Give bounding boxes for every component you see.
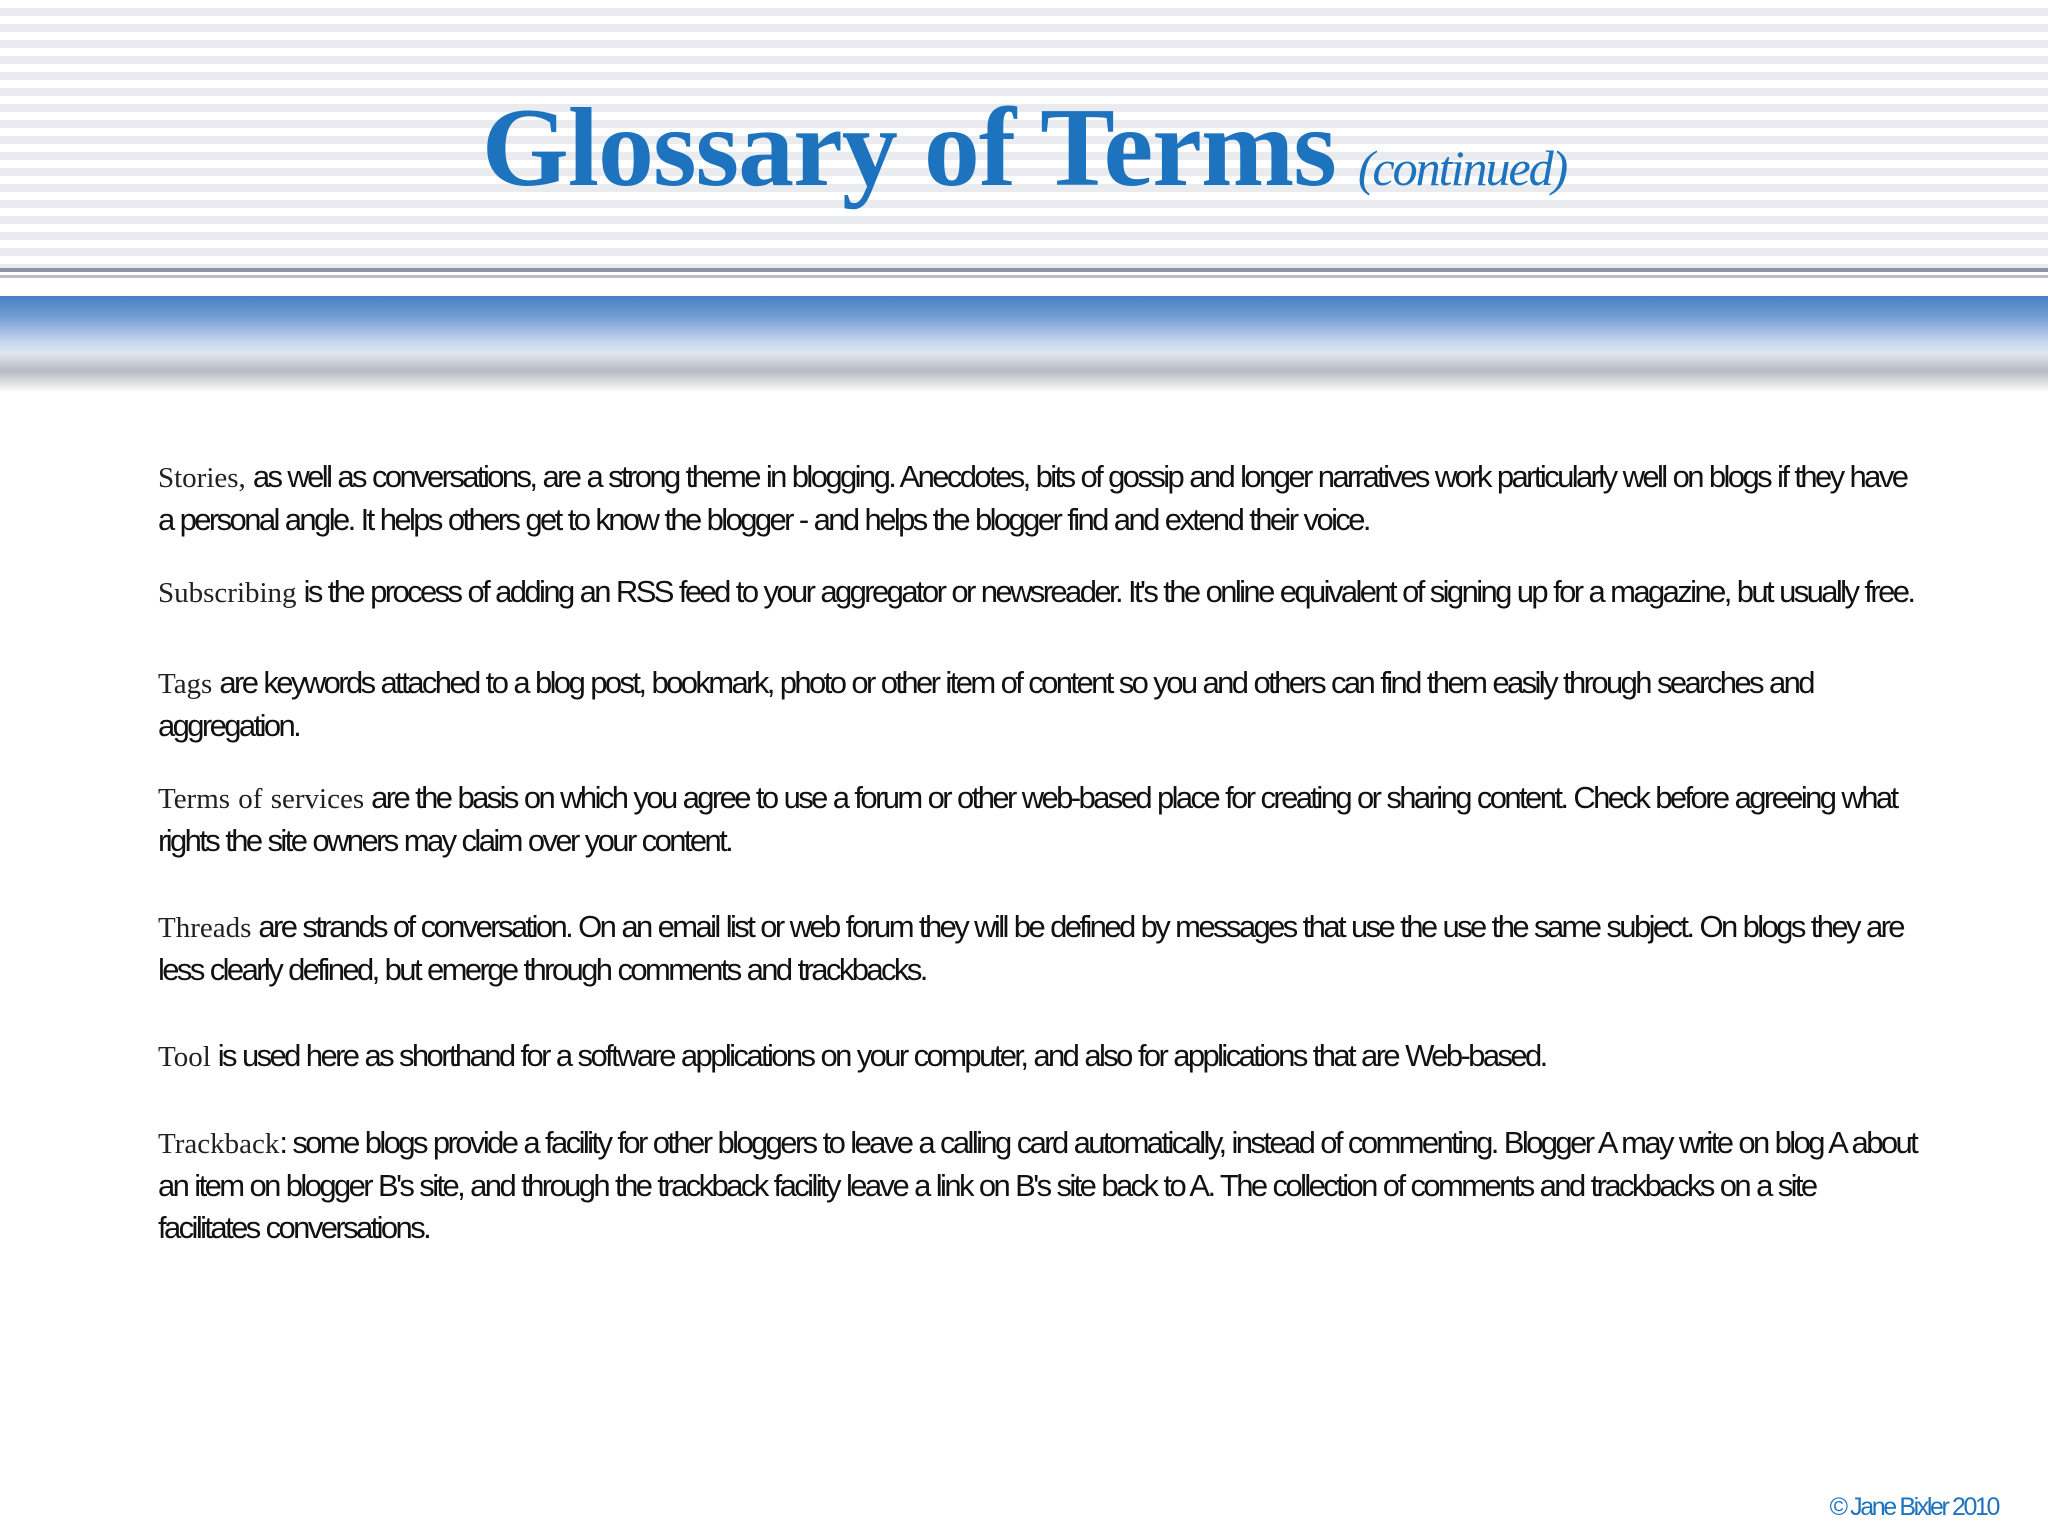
glossary-entry [158,456,1918,541]
title-subtitle: (continued) [1357,140,1567,196]
glossary-entry [158,1035,1918,1078]
glossary-definition: are the basis on which you agree to use a forum or other web-based place for creating or sharing content. Check before agreeing what rights the site owners may claim over your content. [158,780,1897,858]
glossary-entry [158,777,1918,862]
glossary-entry [158,1122,1918,1249]
glossary-term: Tool [158,1041,211,1073]
glossary-definition: : some blogs provide a facility for other bloggers to leave a calling card automatically, instead of commenting. Blogger A may write on blog A about an item on blogger B's site, and through the trackback facility leave a link on B's site back to A. The collection of comments and trackbacks on a site facilitates conversations. [158,1125,1917,1245]
glossary-term: Trackback [158,1128,280,1160]
glossary-definition: are keywords attached to a blog post, bookmark, photo or other item of content so you and others can find them easily through searches and aggregation. [158,665,1813,743]
header-divider-line-secondary [0,275,2048,278]
glossary-definition: are strands of conversation. On an email list or web forum they will be defined by messages that use the use the same subject. On blogs they are less clearly defined, but emerge through comments and trackbacks. [158,909,1903,987]
glossary-term: Threads [158,912,252,944]
glossary-definition: is used here as shorthand for a software applications on your computer, and also for applications that are Web-based. [210,1038,1546,1073]
copyright-footer: © Jane Bixler 2010 [1829,1493,1998,1521]
glossary-definition: is the process of adding an RSS feed to your aggregator or newsreader. It's the online equivalent of signing up for a magazine, but usually free. [296,574,1914,609]
glossary-definition: as well as conversations, are a strong theme in blogging. Anecdotes, bits of gossip and longer narratives work particularly well on blogs if they have a personal angle. It helps others get to know the blogger - and helps the blogger find and extend their voice. [158,459,1907,537]
page-title [0,84,2048,213]
title-main: Glossary of Terms [481,86,1336,210]
glossary-term: Stories, [158,462,246,494]
glossary-term: Subscribing [158,577,297,609]
glossary-term: Terms of services [158,783,365,815]
glossary-entry [158,906,1918,991]
header-divider-line [0,268,2048,272]
glossary-list [158,456,1918,1249]
header-blue-band [0,296,2048,392]
glossary-term: Tags [158,668,213,700]
glossary-entry [158,662,1918,747]
glossary-entry [158,571,1918,614]
